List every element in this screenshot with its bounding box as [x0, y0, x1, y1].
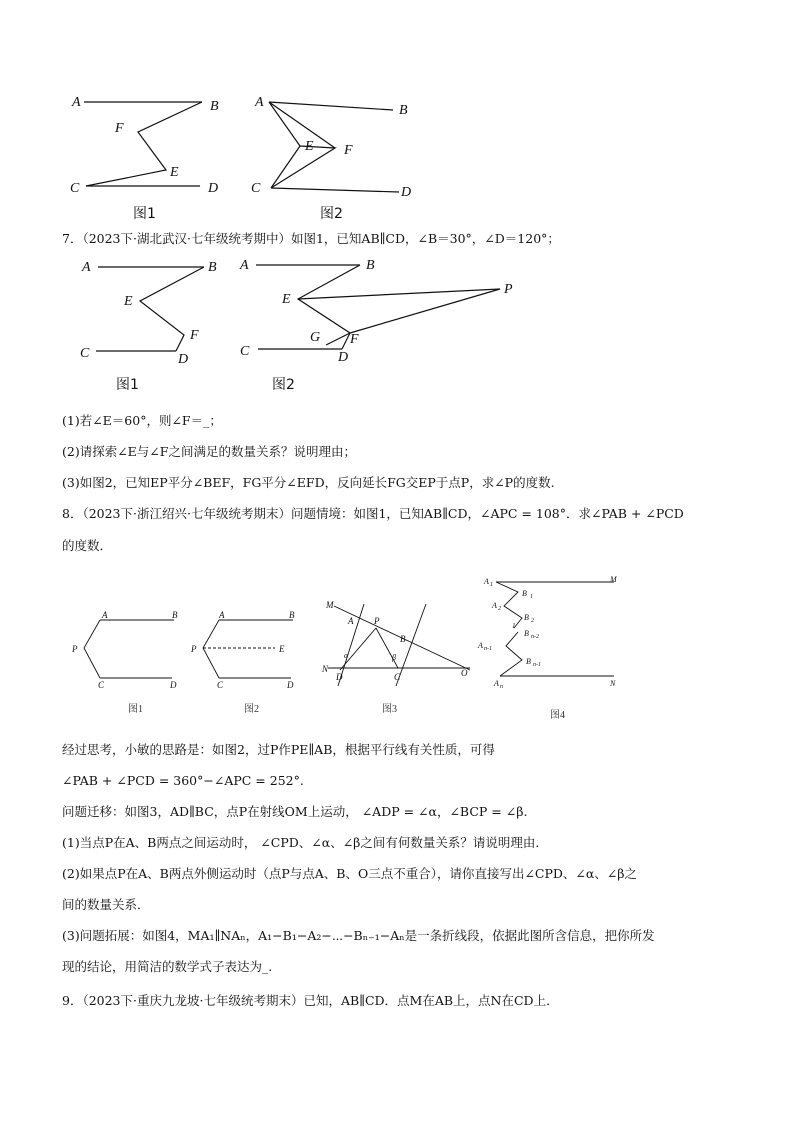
label-F: F: [115, 121, 124, 136]
label-B: B: [210, 99, 219, 114]
label-alpha: α: [344, 651, 349, 660]
label-Bn2: B: [524, 629, 529, 638]
q7-part3: (3)如图2，已知EP平分∠BEF，FG平分∠EFD，反向延长FG交EP于点P，求∠P的度数.: [62, 475, 555, 490]
q8-part1: (1)当点P在A、B两点之间运动时， ∠CPD、∠α、∠β之间有何数量关系？请说明理由．: [62, 835, 548, 850]
label-C: C: [394, 672, 401, 682]
svg-text:n-2: n-2: [531, 634, 539, 640]
label-dots: 1: [512, 622, 516, 630]
label-F: F: [190, 328, 199, 343]
label-B: B: [399, 103, 408, 118]
q8-header-line1: 8．（2023下·浙江绍兴·七年级统考期末）问题情境：如图1，已知AB∥CD，∠APC = 108°．求∠PAB + ∠PCD: [62, 506, 684, 521]
svg-text:2: 2: [498, 606, 501, 612]
label-D: D: [170, 680, 177, 690]
label-B1: B: [522, 589, 527, 598]
label-C: C: [98, 680, 105, 690]
label-P: P: [191, 644, 197, 654]
top-figure-1: [60, 88, 240, 212]
label-E: E: [305, 139, 314, 154]
q8-figure-4: [478, 574, 628, 698]
label-A: A: [240, 258, 249, 273]
q7-header: 7．（2023下·湖北武汉·七年级统考期中）如图1，已知AB∥CD，∠B＝30°，∠D＝120°；: [62, 231, 560, 246]
label-A: A: [219, 610, 225, 620]
label-Bn1: B: [526, 657, 531, 666]
label-C: C: [240, 344, 250, 359]
q9-header: 9．（2023下·重庆九龙坡·七年级统考期末）已知，AB∥CD．点M在AB上，点N在CD上．: [62, 993, 559, 1008]
label-A: A: [82, 260, 91, 275]
q8-figure-2-caption: 图2: [244, 704, 259, 715]
q8-text2: ∠PAB + ∠PCD = 360°−∠APC = 252°.: [62, 773, 304, 788]
q7-part1: (1)若∠E＝60°，则∠F＝_；: [62, 413, 222, 428]
q7-part2: (2)请探索∠E与∠F之间满足的数量关系？说明理由；: [62, 444, 356, 459]
label-A1: A: [484, 577, 489, 586]
label-M: M: [326, 600, 334, 610]
label-A: A: [348, 616, 354, 626]
label-B: B: [289, 610, 295, 620]
label-An: A: [494, 679, 499, 688]
label-A: A: [102, 610, 108, 620]
svg-text:1: 1: [530, 594, 533, 600]
label-D: D: [336, 672, 343, 682]
svg-text:2: 2: [531, 618, 534, 624]
label-C: C: [80, 346, 90, 361]
svg-text:n-1: n-1: [484, 646, 492, 652]
q7-figure-2-caption: 图2: [272, 377, 295, 393]
label-C: C: [251, 181, 261, 196]
q8-figure-1-caption: 图1: [128, 704, 143, 715]
q8-figure-2: [185, 608, 305, 692]
label-E: E: [282, 292, 291, 307]
label-F: F: [344, 143, 353, 158]
q8-part3-line1: (3)问题拓展：如图4，MA₁∥NAₙ，A₁−B₁−A₂−⋯−Bₙ₋₁−Aₙ是一条折线段，依据此图所含信息，把你所发: [62, 928, 655, 943]
label-B2: B: [524, 613, 529, 622]
label-C: C: [217, 680, 224, 690]
label-An1: A: [478, 641, 483, 650]
q8-header-line2: 的度数．: [62, 538, 113, 553]
label-M: M: [610, 575, 617, 584]
label-A: A: [72, 95, 81, 110]
label-B: B: [366, 258, 375, 273]
label-D: D: [287, 680, 294, 690]
label-N: N: [610, 679, 616, 688]
q7-figure-1-caption: 图1: [116, 377, 139, 393]
q7-figure-1: [76, 253, 236, 377]
label-A2: A: [492, 601, 497, 610]
q8-text3: 问题迁移：如图3，AD∥BC，点P在射线OM上运动， ∠ADP = ∠α，∠BCP = ∠β.: [62, 804, 528, 819]
label-D: D: [208, 181, 219, 196]
svg-text:1: 1: [490, 582, 493, 588]
label-C: C: [70, 181, 80, 196]
label-B: B: [172, 610, 178, 620]
top-figure-2: [245, 88, 425, 212]
label-E: E: [279, 644, 285, 654]
top-figure-2-caption: 图2: [320, 206, 343, 222]
label-A: A: [255, 95, 264, 110]
label-E: E: [170, 165, 179, 180]
label-D: D: [401, 185, 412, 200]
q8-figure-3: [322, 598, 472, 694]
label-E: E: [124, 294, 133, 309]
q8-part2-line2: 间的数量关系．: [62, 897, 150, 912]
label-D: D: [178, 352, 189, 367]
label-F: F: [350, 332, 359, 347]
svg-text:n-1: n-1: [533, 662, 541, 668]
q8-figure-1: [66, 608, 186, 692]
label-beta: β: [392, 653, 396, 662]
label-B: B: [208, 260, 217, 275]
label-P: P: [72, 644, 78, 654]
label-O: O: [461, 668, 468, 678]
q8-part2-line1: (2)如果点P在A、B两点外侧运动时（点P与点A、B、O三点不重合），请你直接写出∠CPD、∠α、∠β之: [62, 866, 638, 881]
top-figure-1-caption: 图1: [133, 206, 156, 222]
q8-figure-3-caption: 图3: [382, 704, 397, 715]
label-D: D: [338, 350, 349, 365]
q8-part3-line2: 现的结论，用简洁的数学式子表达为_.: [62, 959, 273, 974]
label-B: B: [400, 634, 406, 644]
label-P: P: [504, 282, 513, 297]
q8-figure-4-caption: 图4: [550, 710, 565, 721]
label-P: P: [374, 616, 380, 626]
label-N: N: [322, 664, 329, 674]
label-G: G: [310, 330, 321, 345]
svg-text:n: n: [500, 684, 503, 690]
q7-figure-2: [238, 253, 538, 377]
q8-text1: 经过思考，小敏的思路是：如图2，过P作PE∥AB，根据平行线有关性质，可得: [62, 742, 495, 757]
